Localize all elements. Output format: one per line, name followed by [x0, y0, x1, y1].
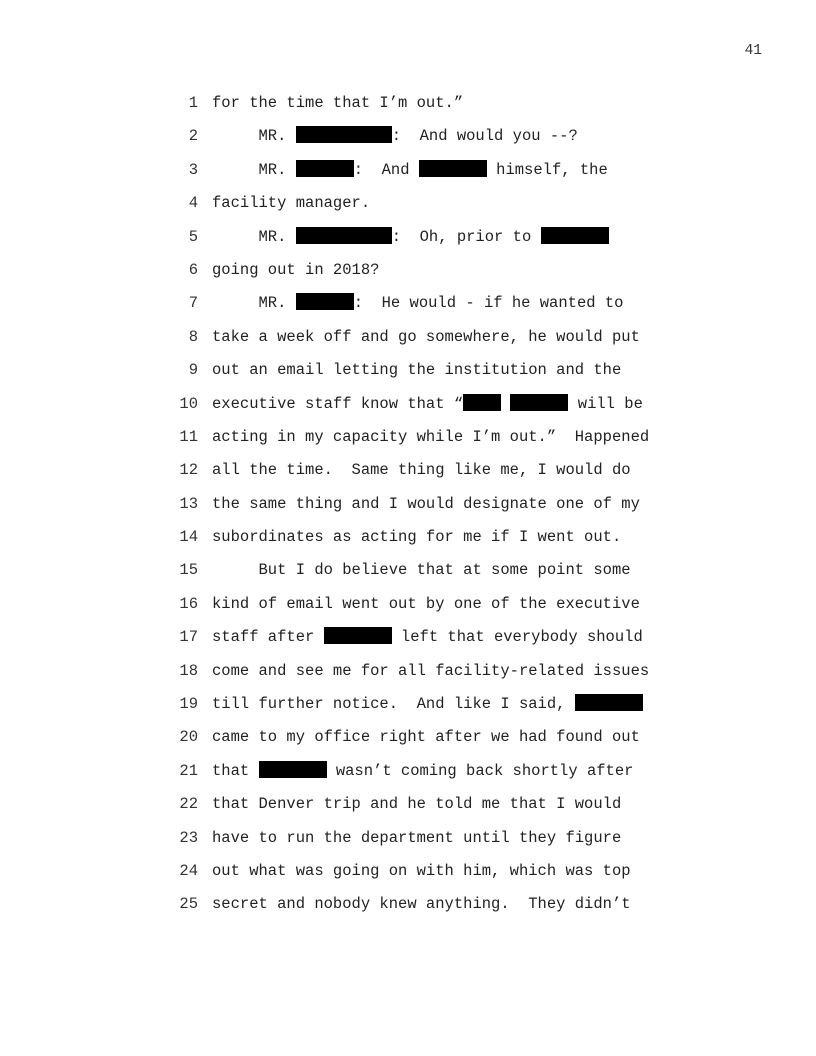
transcript-line [0, 694, 816, 727]
redaction-box [510, 394, 568, 411]
line-text [212, 861, 631, 881]
text-segment: secret and nobody knew anything. They didn’t [212, 895, 631, 914]
transcript-line [0, 727, 816, 760]
line-text [212, 160, 608, 180]
text-segment: : He would - if he wanted to [353, 294, 624, 313]
line-number: 22 [179, 795, 198, 814]
line-text [212, 560, 631, 580]
transcript-line [0, 661, 816, 694]
line-number: 2 [188, 127, 198, 146]
transcript-line [0, 761, 816, 794]
line-text [212, 427, 649, 447]
text-segment: came to my office right after we had found out [212, 728, 640, 747]
text-segment: will be [568, 394, 643, 413]
line-number: 1 [188, 94, 198, 112]
text-segment: come and see me for all facility-related issues [212, 661, 650, 680]
transcript-body [0, 93, 816, 928]
transcript-line [0, 627, 816, 660]
text-segment: : And would you --? [391, 127, 578, 146]
line-number: 15 [179, 561, 198, 580]
line-number: 21 [179, 761, 198, 780]
text-segment [501, 395, 510, 413]
line-text [212, 260, 379, 280]
line-number: 3 [188, 160, 198, 179]
text-segment: : And [353, 160, 419, 179]
redaction-box [296, 126, 392, 143]
line-text [212, 661, 649, 681]
line-text [212, 894, 631, 914]
line-number: 9 [188, 361, 198, 380]
line-number: 20 [179, 728, 198, 747]
transcript-line [0, 360, 816, 393]
line-text [212, 794, 621, 814]
line-number: 16 [179, 594, 198, 613]
line-text [212, 227, 609, 247]
text-segment: that Denver trip and he told me that I would [212, 795, 622, 814]
line-number: 17 [179, 628, 198, 647]
text-segment: all the time. Same thing like me, I would do [212, 461, 631, 480]
line-number: 7 [188, 294, 198, 313]
line-text [212, 627, 643, 647]
transcript-line [0, 327, 816, 360]
line-text [212, 594, 640, 614]
text-segment: subordinates as acting for me if I went out. [212, 528, 622, 547]
redaction-box [296, 160, 354, 177]
redaction-box [463, 394, 501, 411]
line-text [212, 694, 643, 714]
text-segment: MR. [212, 294, 296, 313]
text-segment: MR. [212, 227, 296, 246]
line-number: 23 [179, 828, 198, 847]
transcript-line [0, 527, 816, 560]
line-number: 18 [179, 661, 198, 680]
transcript-line [0, 93, 816, 126]
page-number: 41 [744, 43, 762, 59]
text-segment: : Oh, prior to [391, 227, 541, 246]
line-number: 25 [179, 895, 198, 914]
line-text [212, 293, 623, 313]
text-segment: till further notice. And like I said, [212, 695, 575, 714]
text-segment: himself, the [486, 160, 608, 179]
text-segment: left that everybody should [391, 628, 643, 647]
transcript-line [0, 794, 816, 827]
text-segment: MR. [212, 127, 296, 146]
line-text [212, 460, 631, 480]
line-number: 5 [188, 227, 198, 246]
text-segment: out an email letting the institution and the [212, 361, 622, 380]
transcript-line [0, 160, 816, 193]
line-text [212, 93, 463, 113]
line-number: 19 [179, 695, 198, 714]
text-segment: going out in 2018? [212, 260, 380, 279]
line-number: 10 [179, 394, 198, 413]
transcript-line [0, 126, 816, 159]
transcript-line [0, 594, 816, 627]
line-text [212, 126, 578, 146]
transcript-line [0, 894, 816, 927]
line-text [212, 727, 640, 747]
line-number: 11 [179, 427, 198, 446]
text-segment: MR. [212, 160, 296, 179]
text-segment: that [212, 761, 259, 780]
text-segment: But I do believe that at some point some [212, 561, 631, 580]
transcript-line [0, 394, 816, 427]
redaction-box [419, 160, 487, 177]
line-text [212, 761, 633, 781]
line-number: 8 [188, 327, 198, 346]
line-number: 6 [188, 260, 198, 279]
text-segment: for the time that I’m out.” [212, 94, 464, 112]
redaction-box [575, 694, 643, 711]
line-text [212, 828, 621, 848]
line-text [212, 193, 370, 213]
text-segment: take a week off and go somewhere, he would put [212, 327, 640, 346]
text-segment: have to run the department until they figure [212, 828, 622, 847]
redaction-box [296, 227, 392, 244]
text-segment: facility manager. [212, 194, 371, 213]
line-text [212, 360, 621, 380]
line-text [212, 394, 643, 414]
transcript-line [0, 427, 816, 460]
text-segment: staff after [212, 628, 324, 647]
text-segment: acting in my capacity while I’m out.” Happened [212, 427, 650, 446]
redaction-box [296, 293, 354, 310]
transcript-line [0, 460, 816, 493]
line-text [212, 494, 640, 514]
transcript-line [0, 193, 816, 226]
transcript-line [0, 260, 816, 293]
line-number: 12 [179, 461, 198, 480]
text-segment: wasn’t coming back shortly after [326, 761, 634, 780]
line-text [212, 527, 621, 547]
transcript-line [0, 494, 816, 527]
transcript-line [0, 293, 816, 326]
text-segment: kind of email went out by one of the executive [212, 594, 640, 613]
line-number: 13 [179, 494, 198, 513]
transcript-line [0, 560, 816, 593]
redaction-box [541, 227, 609, 244]
redaction-box [324, 627, 392, 644]
transcript-line [0, 861, 816, 894]
text-segment: executive staff know that “ [212, 394, 464, 413]
line-number: 24 [179, 861, 198, 880]
line-number: 14 [179, 528, 198, 547]
line-number: 4 [188, 194, 198, 213]
transcript-line [0, 227, 816, 260]
text-segment: the same thing and I would designate one of my [212, 494, 640, 513]
line-text [212, 327, 640, 347]
transcript-line [0, 828, 816, 861]
text-segment: out what was going on with him, which was top [212, 861, 631, 880]
redaction-box [259, 761, 327, 778]
